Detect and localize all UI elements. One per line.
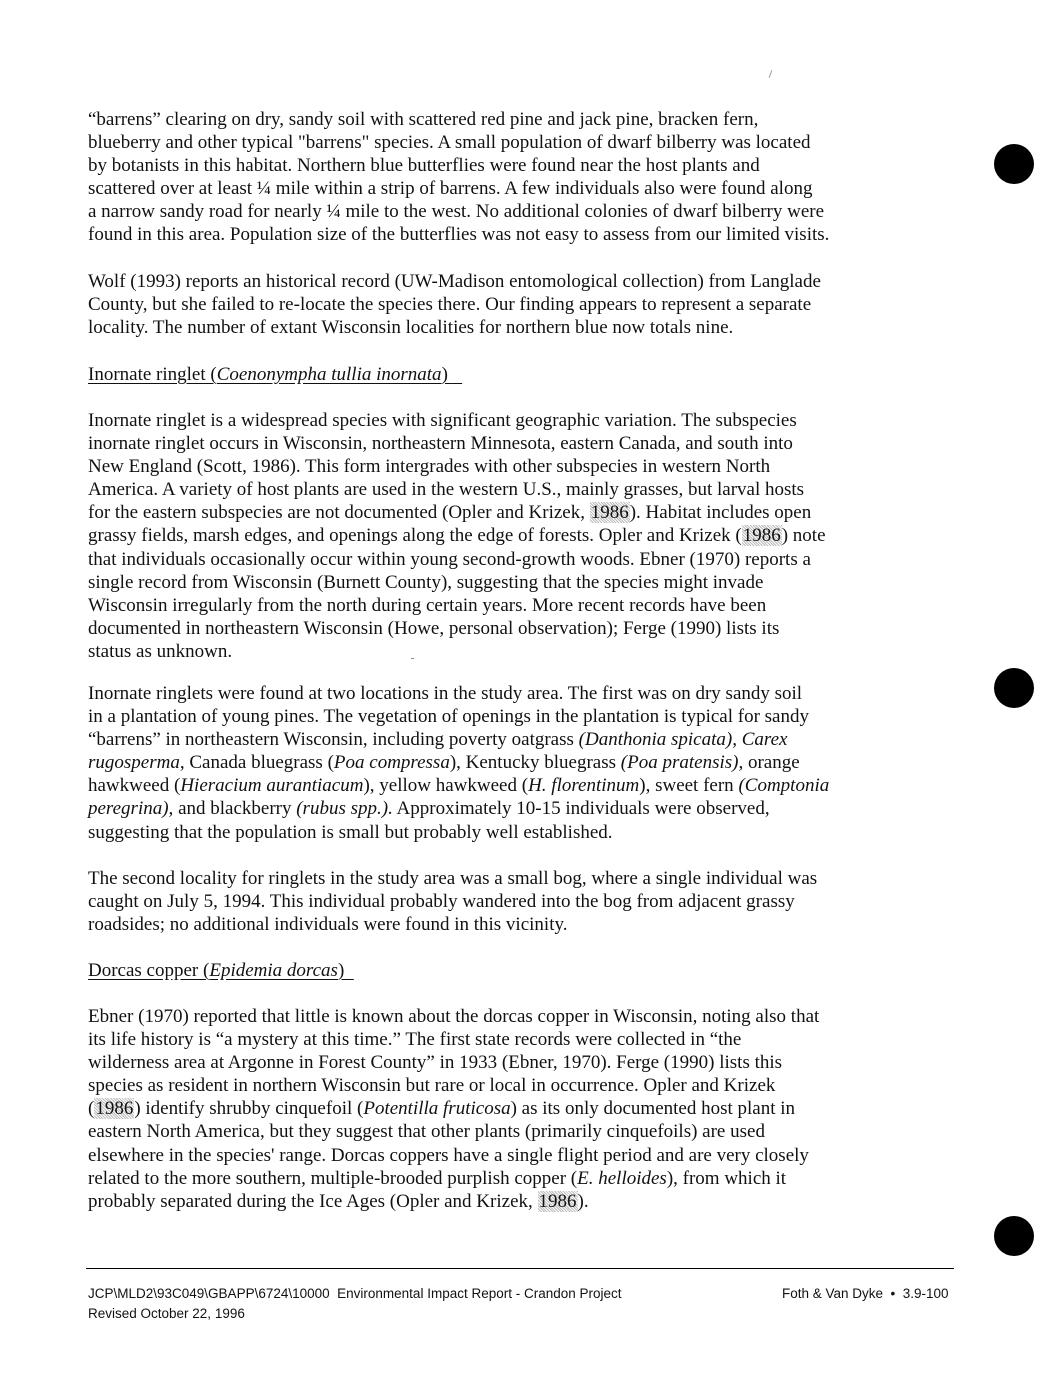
text-line: Inornate ringlet is a widespread species with significant geographic variation. The subspecies	[88, 410, 797, 431]
text-line: Wisconsin irregularly from the north during certain years. More recent records have been	[88, 594, 767, 616]
scientific-name: (Danthonia spicata), Carex	[578, 729, 788, 751]
text-line: a narrow sandy road for nearly ¼ mile to the west. No additional colonies of dwarf bilberry were	[88, 201, 825, 223]
citation-year: 1986	[95, 1098, 134, 1120]
text-line: County, but she failed to re-locate the species there. Our finding appears to represent a separate	[88, 294, 812, 316]
text-line: hawkweed (Hieracium aurantiacum), yellow hawkweed (H. florentinum), sweet fern (Comptonia	[88, 775, 830, 797]
text-line: in a plantation of young pines. The vegetation of openings in the plantation is typical for sandy	[88, 706, 809, 728]
paragraph-ringlet-overview	[88, 409, 930, 663]
scientific-name: (Comptonia	[738, 775, 830, 797]
punch-hole	[994, 1216, 1034, 1256]
scientific-name: peregrina),	[88, 798, 174, 820]
text-line: probably separated during the Ice Ages (Opler and Krizek, 1986).	[88, 1190, 589, 1212]
text-line: “barrens” clearing on dry, sandy soil with scattered red pine and jack pine, bracken fern,	[88, 109, 759, 130]
citation-year: 1986	[590, 502, 629, 524]
text-line: rugosperma, Canada bluegrass (Poa compressa), Kentucky bluegrass (Poa pratensis), orange	[88, 752, 800, 774]
text-line: elsewhere in the species' range. Dorcas coppers have a single flight period and are very closely	[88, 1144, 809, 1166]
text-line: for the eastern subspecies are not documented (Opler and Krizek, 1986). Habitat includes open	[88, 502, 812, 524]
text-line: its life history is “a mystery at this time.” The first state records were collected in “the	[88, 1029, 742, 1051]
text-line: status as unknown.	[88, 640, 233, 662]
paragraph-dorcas-copper	[88, 1005, 930, 1213]
text-line: grassy fields, marsh edges, and openings along the edge of forests. Opler and Krizek (1986) note	[88, 525, 826, 547]
text-line: Wolf (1993) reports an historical record (UW-Madison entomological collection) from Langlade	[88, 271, 821, 292]
text-line: roadsides; no additional individuals were found in this vicinity.	[88, 914, 568, 936]
citation-year: 1986	[742, 525, 781, 547]
text-line: caught on July 5, 1994. This individual probably wandered into the bog from adjacent grassy	[88, 891, 795, 913]
text-line: wilderness area at Argonne in Forest County” in 1933 (Ebner, 1970). Ferge (1990) lists this	[88, 1052, 783, 1074]
scientific-name: Epidemia dorcas	[209, 960, 338, 981]
text-line: Inornate ringlets were found at two locations in the study area. The first was on dry sandy soil	[88, 683, 803, 704]
text-line: The second locality for ringlets in the study area was a small bog, where a single individual was	[88, 868, 818, 889]
footer-company-page-number: Foth & Van Dyke • 3.9-100	[782, 1286, 949, 1301]
text-line: “barrens” in northeastern Wisconsin, including poverty oatgrass (Danthonia spicata), Carex	[88, 729, 788, 751]
paragraph-second-locality	[88, 867, 930, 936]
text-line: New England (Scott, 1986). This form intergrades with other subspecies in western North	[88, 456, 771, 478]
text-line: (1986) identify shrubby cinquefoil (Potentilla fruticosa) as its only documented host plant in	[88, 1098, 796, 1120]
scientific-name: Potentilla fruticosa	[363, 1098, 511, 1120]
text-line: species as resident in northern Wisconsin but rare or local in occurrence. Opler and Krizek	[88, 1075, 776, 1097]
scientific-name: E. helloides	[577, 1167, 667, 1189]
text-line: found in this area. Population size of the butterflies was not easy to assess from our limited visits.	[88, 224, 830, 246]
text-line: by botanists in this habitat. Northern blue butterflies were found near the host plants and	[88, 155, 760, 177]
scientific-name: Poa compressa	[333, 752, 450, 774]
text-line: inornate ringlet occurs in Wisconsin, northeastern Minnesota, eastern Canada, and south into	[88, 433, 793, 455]
paragraph-ringlet-locations	[88, 682, 930, 844]
punch-hole	[994, 144, 1034, 184]
paragraph-barrens-habitat	[88, 108, 930, 247]
text-line: scattered over at least ¼ mile within a strip of barrens. A few individuals also were found along	[88, 178, 813, 200]
text-line: single record from Wisconsin (Burnett County), suggesting that the species might invade	[88, 571, 764, 593]
text-line: America. A variety of host plants are used in the western U.S., mainly grasses, but larval hosts	[88, 479, 805, 501]
scientific-name: rugosperma	[88, 752, 180, 774]
scientific-name: Hieracium aurantiacum	[180, 775, 364, 797]
section-heading-dorcas-copper: Dorcas copper (Epidemia dorcas)	[88, 960, 350, 981]
scientific-name: Coenonympha tullia inornata	[216, 364, 442, 385]
scientific-name: (Poa pratensis),	[620, 752, 744, 774]
paragraph-historical-record	[88, 270, 930, 339]
text-line: Ebner (1970) reported that little is known about the dorcas copper in Wisconsin, noting also that	[88, 1006, 820, 1027]
scientific-name: H. florentinum	[528, 775, 640, 797]
footer-rule	[86, 1268, 954, 1269]
text-line: related to the more southern, multiple-brooded purplish copper (E. helloides), from which it	[88, 1167, 787, 1189]
footer-revised-date: Revised October 22, 1996	[88, 1306, 245, 1321]
text-line: blueberry and other typical "barrens" species. A small population of dwarf bilberry was located	[88, 132, 811, 154]
scan-mark	[769, 70, 773, 78]
footer-path-title: JCP\MLD2\93C049\GBAPP\6724\10000 Environmental Impact Report - Crandon Project	[88, 1286, 622, 1301]
scientific-name: (rubus spp.).	[296, 798, 393, 820]
citation-year: 1986	[538, 1190, 577, 1212]
punch-hole	[994, 668, 1034, 708]
text-line: locality. The number of extant Wisconsin localities for northern blue now totals nine.	[88, 317, 734, 339]
text-line: that individuals occasionally occur within young second-growth woods. Ebner (1970) reports a	[88, 548, 811, 570]
section-heading-inornate-ringlet: Inornate ringlet (Coenonympha tullia inornata)	[88, 364, 453, 385]
text-line: documented in northeastern Wisconsin (Howe, personal observation); Ferge (1990) lists its	[88, 617, 780, 639]
text-line: suggesting that the population is small but probably well established.	[88, 821, 613, 843]
text-line: eastern North America, but they suggest that other plants (primarily cinquefoils) are used	[88, 1121, 765, 1143]
text-line: peregrina), and blackberry (rubus spp.). Approximately 10-15 individuals were observed,	[88, 798, 770, 820]
